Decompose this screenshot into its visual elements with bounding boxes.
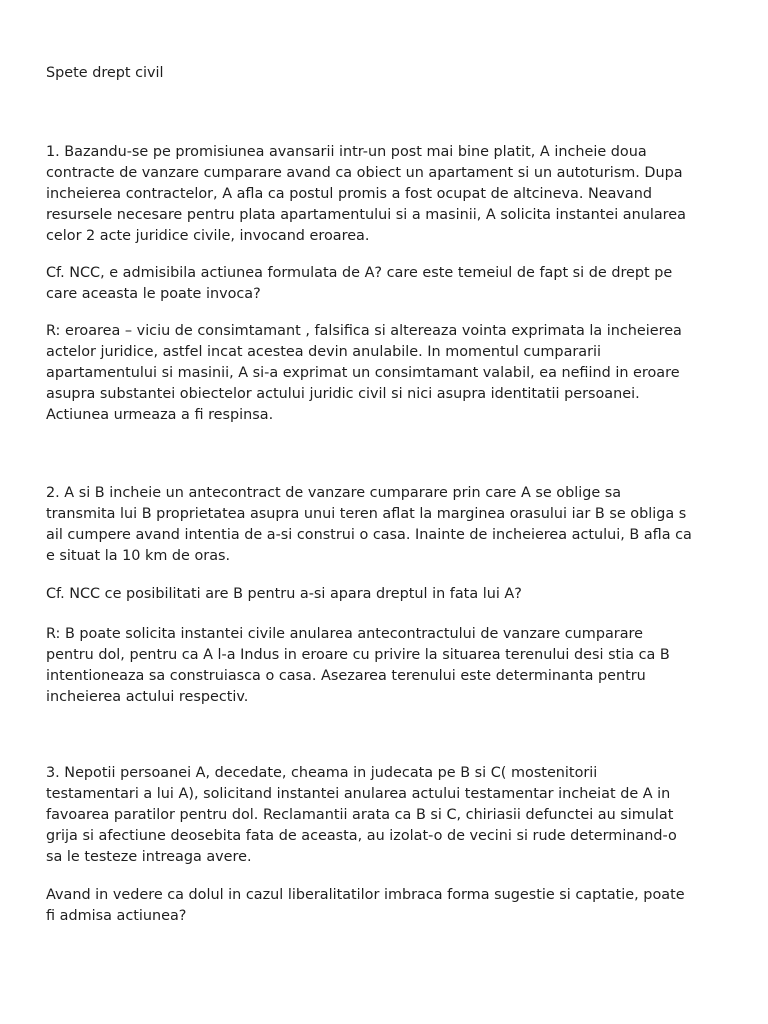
- text-line: actelor juridice, astfel incat acestea devin anulabile. In momentul cumpararii: [46, 344, 602, 360]
- text-line: Avand in vedere ca dolul in cazul liberalitatilor imbraca forma sugestie si captatie, poate: [46, 887, 685, 903]
- text-line: contracte de vanzare cumparare avand ca obiect un apartament si un autoturism. Dupa: [46, 165, 683, 181]
- case-1-answer: [46, 321, 736, 426]
- text-line: e situat la 10 km de oras.: [46, 548, 231, 564]
- text-line: Cf. NCC, e admisibila actiunea formulata de A? care este temeiul de fapt si de drept pe: [46, 265, 673, 281]
- document-title: Spete drept civil: [46, 65, 164, 81]
- case-3-statement: [46, 763, 736, 868]
- text-line: apartamentului si masinii, A si-a exprimat un consimtamant valabil, ea nefiind in eroare: [46, 365, 680, 381]
- text-line: resursele necesare pentru plata apartamentului si a masinii, A solicita instantei anularea: [46, 207, 686, 223]
- text-line: transmita lui B proprietatea asupra unui teren aflat la marginea orasului iar B se obliga s: [46, 506, 687, 522]
- text-line: asupra substantei obiectelor actului juridic civil si nici asupra identitatii persoanei.: [46, 386, 640, 402]
- text-line: sa le testeze intreaga avere.: [46, 849, 252, 865]
- text-line: 3. Nepotii persoanei A, decedate, cheama in judecata pe B si C( mostenitorii: [46, 765, 598, 781]
- text-line: R: B poate solicita instantei civile anularea antecontractului de vanzare cumparare: [46, 626, 643, 642]
- text-line: 2. A si B incheie un antecontract de vanzare cumparare prin care A se oblige sa: [46, 485, 622, 501]
- case-2-statement: [46, 483, 736, 567]
- text-line: favoarea paratilor pentru dol. Reclamantii arata ca B si C, chiriasii defunctei au simulat: [46, 807, 674, 823]
- text-line: pentru dol, pentru ca A l-a Indus in eroare cu privire la situarea terenului desi stia ca B: [46, 647, 670, 663]
- text-line: grija si afectiune deosebita fata de aceasta, au izolat-o de vecini si rude determinand-o: [46, 828, 677, 844]
- text-line: testamentari a lui A), solicitand instantei anularea actului testamentar incheiat de A in: [46, 786, 671, 802]
- text-line: incheierea contractelor, A afla ca postul promis a fost ocupat de altcineva. Neavand: [46, 186, 652, 202]
- text-line: ail cumpere avand intentia de a-si construi o casa. Inainte de incheierea actului, B afla ca: [46, 527, 692, 543]
- case-2-question: [46, 584, 736, 605]
- case-1-statement: [46, 142, 736, 247]
- text-line: intentioneaza sa construiasca o casa. Asezarea terenului este determinanta pentru: [46, 668, 646, 684]
- case-2-answer: [46, 624, 736, 708]
- text-line: Actiunea urmeaza a fi respinsa.: [46, 407, 274, 423]
- text-line: celor 2 acte juridice civile, invocand eroarea.: [46, 228, 370, 244]
- case-1-question: [46, 263, 736, 305]
- case-3-question: [46, 885, 736, 927]
- text-line: R: eroarea – viciu de consimtamant , falsifica si altereaza vointa exprimata la incheierea: [46, 323, 682, 339]
- text-line: Cf. NCC ce posibilitati are B pentru a-si apara dreptul in fata lui A?: [46, 586, 522, 602]
- text-line: 1. Bazandu-se pe promisiunea avansarii intr-un post mai bine platit, A incheie doua: [46, 144, 647, 160]
- text-line: incheierea actului respectiv.: [46, 689, 249, 705]
- text-line: fi admisa actiunea?: [46, 908, 187, 924]
- text-line: care aceasta le poate invoca?: [46, 286, 261, 302]
